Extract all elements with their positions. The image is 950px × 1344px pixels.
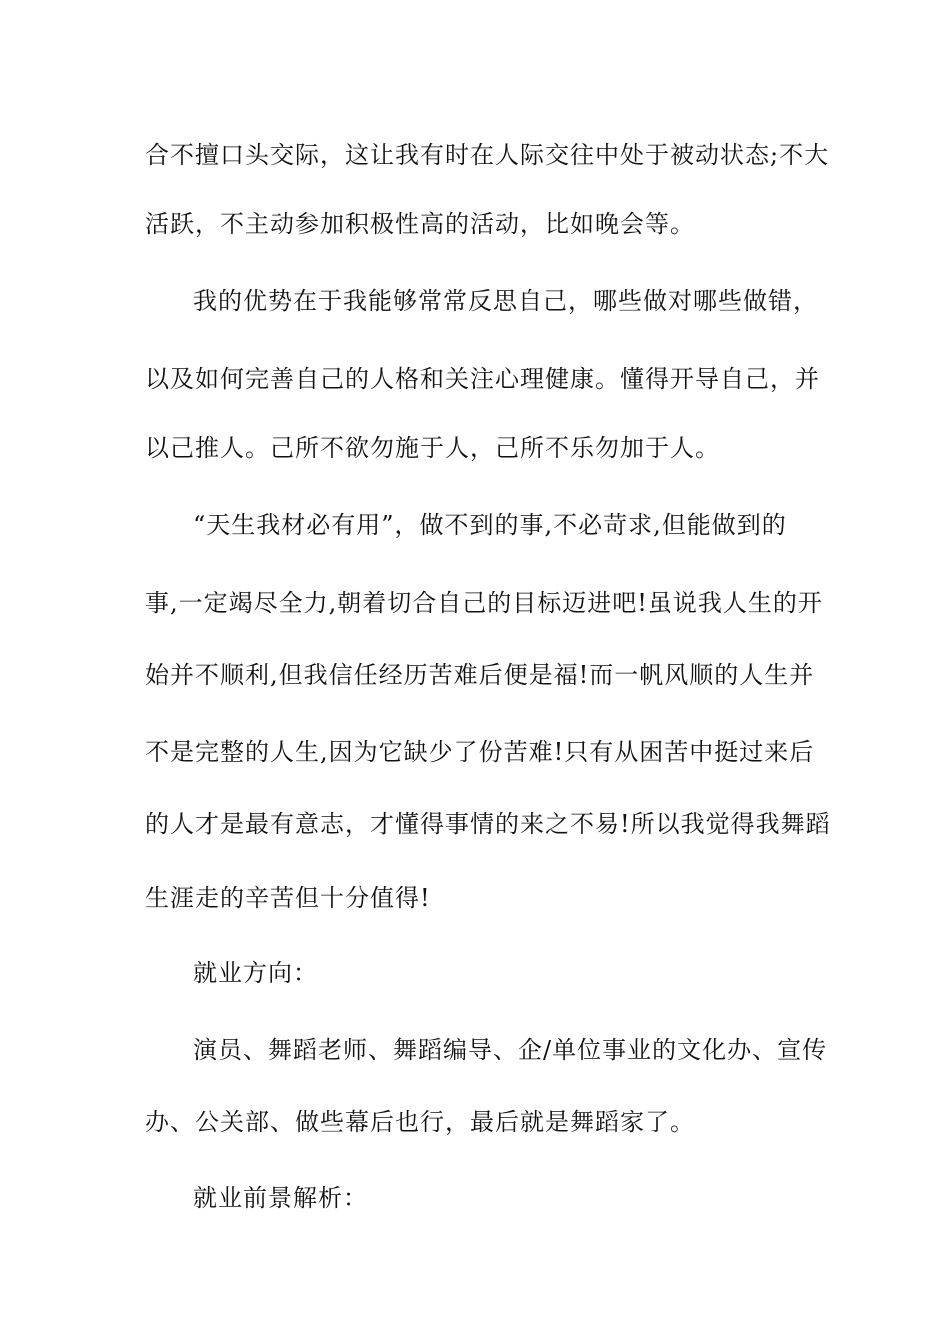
text-line: 以及如何完善自己的人格和关注心理健康。懂得开导自己，并 xyxy=(145,365,820,393)
paragraph-start-line: “天生我材必有用”，做不到的事,不必苛求,但能做到的 xyxy=(193,511,787,539)
section-heading: 就业前景解析： xyxy=(193,1184,368,1212)
text-line: 合不擅口头交际，这让我有时在人际交往中处于被动状态;不大 xyxy=(145,141,830,169)
text-line: 办、公关部、做些幕后也行，最后就是舞蹈家了。 xyxy=(145,1108,695,1136)
text-line: 生涯走的辛苦但十分值得! xyxy=(145,884,431,912)
paragraph-start-line: 演员、舞蹈老师、舞蹈编导、企/单位事业的文化办、宣传 xyxy=(193,1036,828,1064)
section-heading: 就业方向： xyxy=(193,959,318,987)
text-line: 始并不顺利,但我信任经历苦难后便是福!而一帆风顺的人生并 xyxy=(145,661,815,689)
text-line: 不是完整的人生,因为它缺少了份苦难!只有从困苦中挺过来后 xyxy=(145,738,815,766)
text-line: 活跃，不主动参加积极性高的活动，比如晚会等。 xyxy=(145,210,695,238)
text-line: 的人才是最有意志，才懂得事情的来之不易!所以我觉得我舞蹈 xyxy=(145,810,831,838)
paragraph-start-line: 我的优势在于我能够常常反思自己，哪些做对哪些做错， xyxy=(193,287,818,315)
text-line: 以己推人。己所不欲勿施于人，己所不乐勿加于人。 xyxy=(145,434,720,462)
text-line: 事,一定竭尽全力,朝着切合自己的目标迈进吧!虽说我人生的开 xyxy=(145,589,823,617)
